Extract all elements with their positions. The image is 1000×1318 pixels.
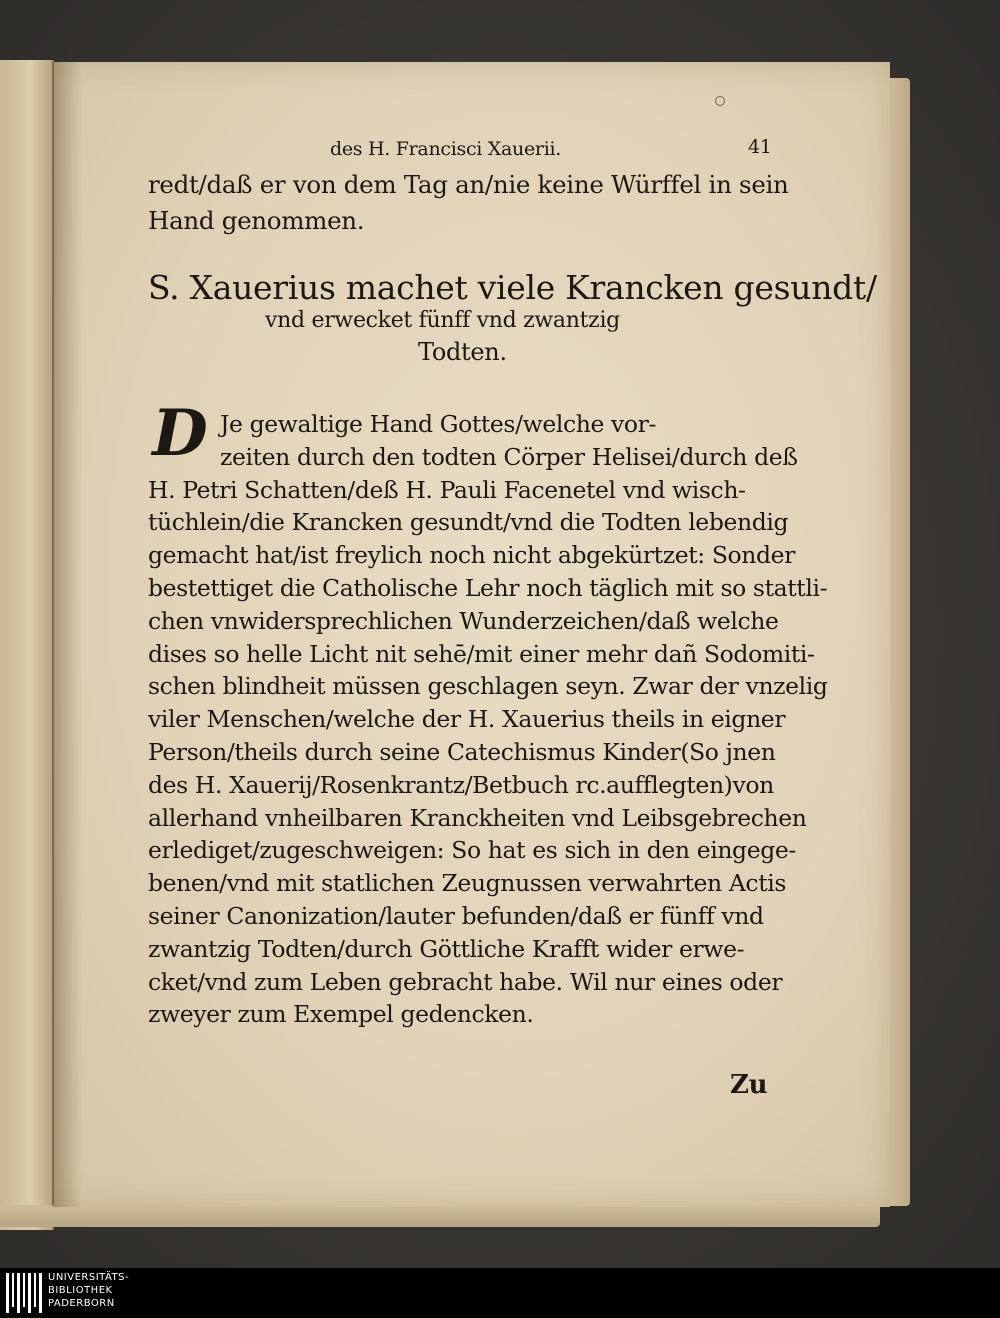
paragraph-line: dises so helle Licht nit sehē/mit einer mehr dañ Sodomiti- bbox=[148, 639, 815, 668]
library-footer bbox=[0, 1268, 1000, 1318]
paragraph-line: zeiten durch den todten Cörper Helisei/durch deß bbox=[220, 442, 798, 471]
intro-line-2: Hand genommen. bbox=[148, 206, 365, 235]
library-name-line: PADERBORN bbox=[48, 1298, 115, 1309]
catchword: Zu bbox=[730, 1070, 768, 1100]
library-name-line: BIBLIOTHEK bbox=[48, 1285, 113, 1296]
paragraph-line: Person/theils durch seine Catechismus Kinder(So jnen bbox=[148, 737, 776, 766]
chapter-heading-line-2: vnd erwecket fünff vnd zwantzig bbox=[265, 308, 620, 333]
paragraph-line: H. Petri Schatten/deß H. Pauli Facenetel vnd wisch- bbox=[148, 475, 746, 504]
chapter-heading-line-3: Todten. bbox=[418, 338, 507, 366]
library-name-line: UNIVERSITÄTS- bbox=[48, 1272, 130, 1283]
book-bottom-edge bbox=[0, 1205, 880, 1227]
paragraph-line: benen/vnd mit statlichen Zeugnussen verwahrten Actis bbox=[148, 869, 787, 898]
previous-page-edge bbox=[0, 60, 54, 1230]
intro-line-1: redt/daß er von dem Tag an/nie keine Würffel in sein bbox=[148, 170, 789, 199]
paragraph-line: schen blindheit müssen geschlagen seyn. Zwar der vnzelig bbox=[148, 672, 828, 701]
gutter-shadow bbox=[52, 62, 82, 1207]
paragraph-line: gemacht hat/ist freylich noch nicht abgekürtzet: Sonder bbox=[148, 541, 796, 570]
paragraph-line: bestettiget die Catholische Lehr noch täglich mit so stattli- bbox=[148, 573, 828, 602]
paragraph-line: Je gewaltige Hand Gottes/welche vor- bbox=[220, 410, 657, 438]
paragraph-line: zwantzig Todten/durch Göttliche Krafft wider erwe- bbox=[148, 934, 745, 963]
library-logo-icon bbox=[6, 1273, 42, 1313]
body-paragraph bbox=[148, 408, 828, 1031]
paragraph-line: cket/vnd zum Leben gebracht habe. Wil nur eines oder bbox=[148, 967, 783, 996]
paragraph-line: viler Menschen/welche der H. Xauerius theils in eigner bbox=[148, 705, 786, 734]
chapter-heading-line-1: S. Xauerius machet viele Krancken gesundt/ bbox=[148, 268, 877, 307]
paragraph-line: chen vnwidersprechlichen Wunderzeichen/daß welche bbox=[148, 606, 779, 635]
drop-cap: D bbox=[152, 396, 208, 471]
running-head: des H. Francisci Xauerii. bbox=[330, 138, 562, 160]
paragraph-line: allerhand vnheilbaren Kranckheiten vnd Leibsgebrechen bbox=[148, 803, 807, 832]
library-name bbox=[48, 1271, 129, 1310]
paragraph-line: seiner Canonization/lauter befunden/daß er fünff vnd bbox=[148, 901, 764, 930]
paragraph-line: erlediget/zugeschweigen: So hat es sich in den eingege- bbox=[148, 836, 796, 865]
paragraph-line: zweyer zum Exempel gedencken. bbox=[148, 1000, 534, 1029]
page-stack-edge bbox=[888, 78, 910, 1206]
paragraph-line: des H. Xauerij/Rosenkrantz/Betbuch rc.aufflegten)von bbox=[148, 770, 774, 799]
page-number: 41 bbox=[748, 136, 772, 158]
page-mark bbox=[715, 96, 725, 106]
paragraph-line: tüchlein/die Krancken gesundt/vnd die Todten lebendig bbox=[148, 508, 789, 537]
